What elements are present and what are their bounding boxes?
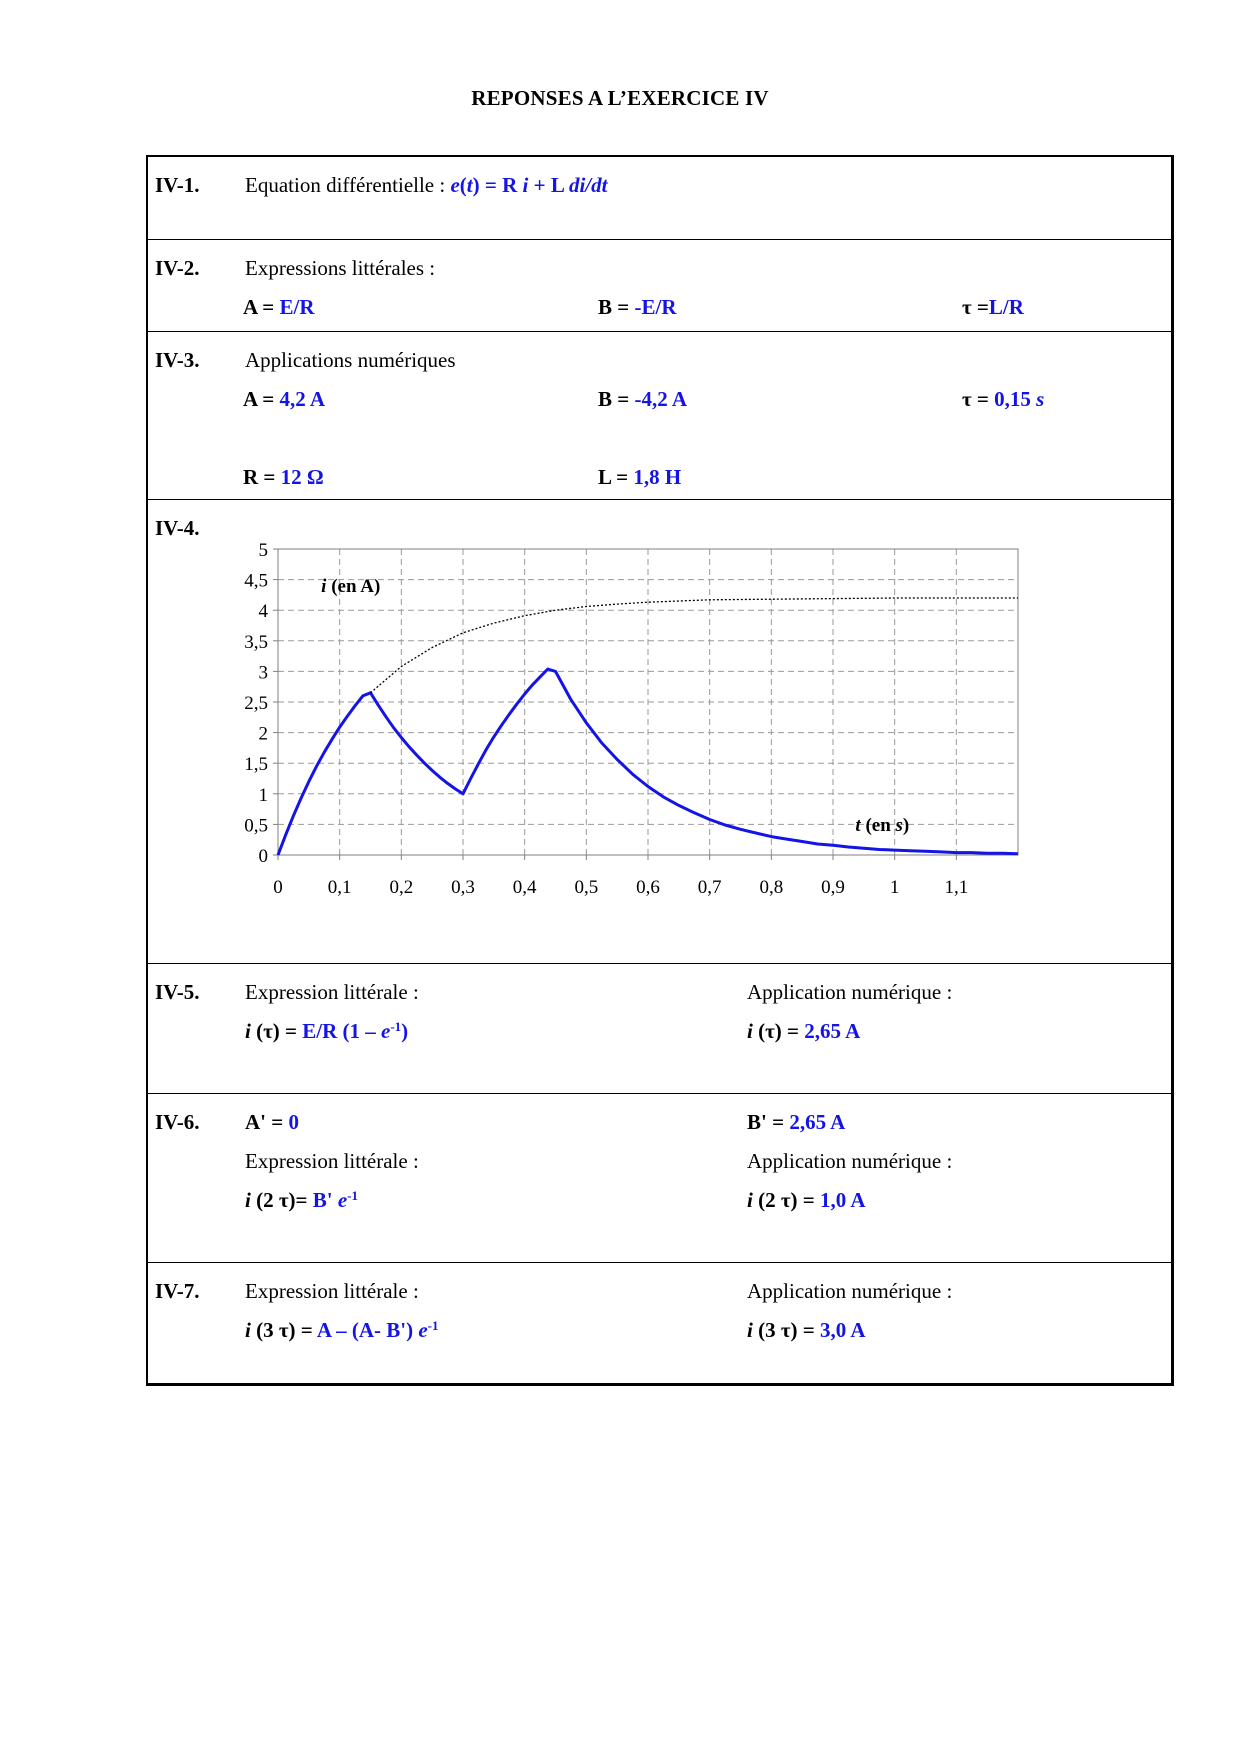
x-tick-label: 0,6	[636, 877, 660, 898]
value-tau: τ =L/R	[962, 295, 1024, 319]
row-iv-6	[148, 1093, 1171, 1262]
literal-expression: i (2 τ)= B' $e^{-1}$	[245, 1188, 358, 1212]
value-b: B = -E/R	[598, 295, 677, 319]
question-number: IV-1.	[155, 173, 200, 197]
y-axis	[244, 540, 278, 867]
literal-expression: i (τ) = E/R $(1 - e^{-1})$	[245, 1019, 409, 1043]
y-tick-label: 3	[258, 662, 268, 684]
y-tick-label: 5	[258, 540, 268, 561]
x-tick-label: 0,1	[327, 877, 352, 898]
y-tick-label: 4	[258, 601, 268, 623]
section-label: Expressions littérales :	[245, 256, 436, 280]
x-tick-label: 0,5	[574, 877, 599, 898]
y-tick-label: 2,5	[244, 693, 268, 714]
y-tick-label: 3,5	[244, 631, 268, 653]
x-tick-label: 1,1	[944, 877, 969, 898]
y-tick-label: 1,5	[244, 754, 268, 776]
y-tick-label: 4,5	[244, 570, 268, 592]
value-a: A = 4,2 A	[243, 387, 325, 411]
question-number: IV-3.	[155, 348, 200, 372]
x-tick-label: 0,8	[759, 877, 784, 898]
literal-label: Expression littérale :	[245, 1149, 419, 1173]
y-tick-label: 0	[258, 846, 268, 867]
x-axis-label: t (en s)	[855, 815, 910, 837]
question-number: IV-5.	[155, 980, 200, 1004]
literal-label: Expression littérale :	[245, 1279, 419, 1303]
current-chart	[148, 540, 1048, 940]
x-tick-label: 0,3	[451, 877, 475, 898]
row-iv-1	[148, 157, 1171, 239]
y-tick-label: 2	[258, 723, 268, 745]
numeric-label: Application numérique :	[747, 1149, 953, 1173]
equation-line: Equation différentielle : e(t) = R i + L di/dt	[245, 173, 608, 197]
x-tick-label: 0,4	[512, 877, 537, 898]
row-iv-5	[148, 963, 1171, 1093]
x-tick-label: 0,2	[389, 877, 414, 898]
row-iv-2	[148, 239, 1171, 331]
y-tick-label: 0,5	[244, 815, 268, 837]
x-axis	[273, 855, 968, 898]
y-tick-label: 1	[258, 784, 268, 806]
numeric-label: Application numérique :	[747, 980, 953, 1004]
answer-table	[146, 155, 1174, 1386]
numeric-value: i (3 τ) = 3,0 A	[747, 1318, 866, 1342]
literal-expression: i (3 τ) = A – (A- B') $e^{-1}$	[245, 1318, 439, 1342]
value-a-prime: A' = 0	[245, 1110, 299, 1134]
value-tau: τ = 0,15 s	[962, 387, 1045, 411]
value-b-prime: B' = 2,65 A	[747, 1110, 846, 1134]
question-number: IV-7.	[155, 1279, 200, 1303]
numeric-label: Application numérique :	[747, 1279, 953, 1303]
value-b: B = -4,2 A	[598, 387, 687, 411]
value-r: R = 12 Ω	[243, 465, 324, 489]
value-a: A = E/R	[243, 295, 315, 319]
chart-grid	[278, 549, 1018, 855]
x-tick-label: 0,7	[697, 877, 722, 898]
question-number: IV-6.	[155, 1110, 200, 1134]
row-iv-7	[148, 1262, 1171, 1386]
value-l: L = 1,8 H	[598, 465, 682, 489]
question-number: IV-4.	[155, 516, 200, 540]
section-label: Applications numériques	[245, 348, 456, 372]
question-number: IV-2.	[155, 256, 200, 280]
asymptote-curve	[371, 598, 1019, 693]
x-tick-label: 0	[273, 877, 283, 898]
numeric-value: i (τ) = 2,65 A	[747, 1019, 861, 1043]
y-axis-label: i (en A)	[321, 575, 381, 597]
literal-label: Expression littérale :	[245, 980, 419, 1004]
row-iv-3	[148, 331, 1171, 499]
row-iv-4	[148, 499, 1171, 963]
x-tick-label: 1	[889, 877, 900, 898]
numeric-value: i (2 τ) = 1,0 A	[747, 1188, 866, 1212]
page-title: REPONSES A L’EXERCICE IV	[471, 86, 769, 110]
x-tick-label: 0,9	[821, 877, 845, 898]
